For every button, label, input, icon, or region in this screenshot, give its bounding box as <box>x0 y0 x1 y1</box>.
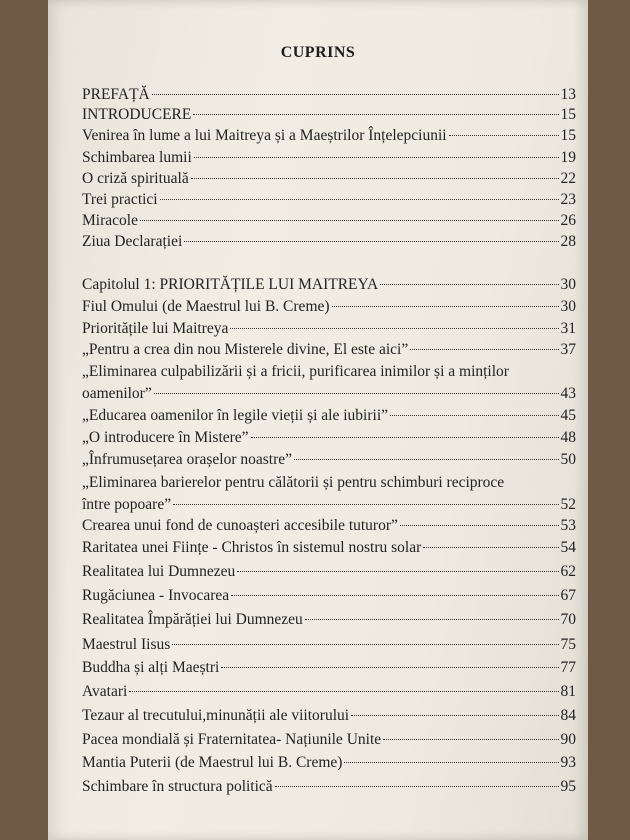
toc-entry-page: 67 <box>560 587 576 604</box>
toc-entry <box>82 361 576 405</box>
toc-entry-page: 48 <box>560 429 576 446</box>
toc-entry <box>82 561 576 583</box>
toc-entry-page: 13 <box>560 86 576 103</box>
dot-leader <box>231 595 558 596</box>
dot-leader <box>194 157 559 158</box>
dot-leader <box>193 114 558 115</box>
dot-leader <box>129 691 558 692</box>
toc-entry-title: Raritatea unei Ființe - Christos în sistemul nostru solar <box>82 539 422 556</box>
toc-entry-title: „Educarea oamenilor în legile vieții și ale iubirii” <box>82 407 389 424</box>
toc-entry-title: INTRODUCERE <box>82 106 192 123</box>
toc-entry-title: Venirea în lume a lui Maitreya și a Maeștrilor Înțelepciunii <box>82 127 447 144</box>
dot-leader <box>294 459 559 460</box>
dot-leader <box>400 525 559 526</box>
toc-entry-page: 31 <box>560 320 576 337</box>
dot-leader <box>184 241 558 242</box>
dot-leader <box>237 571 558 572</box>
toc-entry-title: „Înfrumusețarea orașelor noastre” <box>82 451 292 468</box>
toc-entry-title: Rugăciunea - Invocarea <box>82 587 230 604</box>
toc-entry <box>82 705 576 727</box>
toc-entry-title: „Eliminarea barierelor pentru călătorii și pentru schimburi reciproce <box>82 474 505 491</box>
toc-entry <box>82 296 576 318</box>
dot-leader <box>351 715 558 716</box>
dot-leader <box>152 94 559 95</box>
dot-leader <box>191 178 559 179</box>
dot-leader <box>383 739 558 740</box>
toc-entry-page: 81 <box>560 683 576 700</box>
toc-entry <box>82 776 576 798</box>
toc-entry-page: 50 <box>560 451 576 468</box>
dot-leader <box>423 547 558 548</box>
toc-entry <box>82 657 576 679</box>
toc-entry <box>82 147 576 169</box>
toc-entry-page: 30 <box>560 276 576 293</box>
toc-entry <box>82 681 576 703</box>
toc-entry <box>82 168 576 190</box>
toc-entry <box>82 189 576 211</box>
toc-entry-page: 70 <box>560 611 576 628</box>
toc-entry <box>82 339 576 361</box>
toc-entry-title: Prioritățile lui Maitreya <box>82 320 229 337</box>
toc-entry-title: Mantia Puterii (de Maestrul lui B. Creme) <box>82 754 343 771</box>
toc-entry-page: 52 <box>560 496 576 513</box>
toc-entry-title: Buddha și alți Maeștri <box>82 659 220 676</box>
toc-entry <box>82 318 576 340</box>
toc-entry-page: 54 <box>560 539 576 556</box>
toc-entry <box>82 585 576 607</box>
toc-entry-title: Schimbare în structura politică <box>82 778 273 795</box>
dot-leader <box>275 786 559 787</box>
toc-entry-page: 95 <box>560 778 576 795</box>
toc-entry <box>82 104 576 126</box>
toc-entry-title: Crearea unui fond de cunoașteri accesibile tuturor” <box>82 517 398 534</box>
dot-leader <box>221 667 558 668</box>
toc-entry-title: Ziua Declarației <box>82 233 183 250</box>
toc-entry <box>82 449 576 471</box>
dot-leader <box>344 762 558 763</box>
toc-entry-title: PREFAȚĂ <box>82 86 150 103</box>
toc-entry-page: 15 <box>560 127 576 144</box>
toc-entry <box>82 427 576 449</box>
toc-entry-page: 30 <box>560 298 576 315</box>
book-page <box>48 0 588 840</box>
toc-entry <box>82 609 576 631</box>
toc-entry <box>82 274 576 296</box>
dot-leader <box>160 199 559 200</box>
toc-entry <box>82 405 576 427</box>
dot-leader <box>332 306 559 307</box>
toc-entry-title: „Eliminarea culpabilizării și a fricii, purificarea inimilor și a minților <box>82 363 509 380</box>
dot-leader <box>154 393 559 394</box>
toc-entry-title-continued: oamenilor” <box>82 385 152 402</box>
toc-entry <box>82 515 576 537</box>
toc-entry-title: Tezaur al trecutului,minunății ale viitorului <box>82 707 350 724</box>
toc-entry <box>82 231 576 253</box>
toc-entry-page: 26 <box>560 212 576 229</box>
dot-leader <box>410 349 558 350</box>
toc-entry-page: 53 <box>560 517 576 534</box>
toc-entry-page: 19 <box>560 149 576 166</box>
toc-entry-title: Pacea mondială și Fraternitatea- Națiunile Unite <box>82 731 382 748</box>
toc-entry-page: 62 <box>560 563 576 580</box>
toc-entry-page: 28 <box>560 233 576 250</box>
toc-entry-page: 37 <box>560 341 576 358</box>
toc-entry-title: Schimbarea lumii <box>82 149 192 166</box>
toc-entry-title: „Pentru a crea din nou Misterele divine, El este aici” <box>82 341 409 358</box>
dot-leader <box>251 437 559 438</box>
toc-entry-title: „O introducere în Mistere” <box>82 429 249 446</box>
toc-entry-title: Avatari <box>82 683 128 700</box>
toc-entry-page: 43 <box>560 385 576 402</box>
dot-leader <box>172 644 558 645</box>
toc-entry-page: 23 <box>560 191 576 208</box>
toc-entry <box>82 125 576 147</box>
toc-entry-page: 75 <box>560 636 576 653</box>
toc-entry <box>82 537 576 559</box>
toc-entry <box>82 472 576 516</box>
toc-entry-title: Maestrul Iisus <box>82 636 171 653</box>
toc-entry-page: 93 <box>560 754 576 771</box>
toc-entry-page: 22 <box>560 170 576 187</box>
dot-leader <box>140 220 559 221</box>
toc-entry <box>82 752 576 774</box>
toc-entry-title-continued: între popoare” <box>82 496 172 513</box>
dot-leader <box>230 328 558 329</box>
toc-entry <box>82 210 576 232</box>
toc-entry-title: Capitolul 1: PRIORITĂȚILE LUI MAITREYA <box>82 276 379 293</box>
toc-entry-title: Fiul Omului (de Maestrul lui B. Creme) <box>82 298 330 315</box>
toc-entry <box>82 729 576 751</box>
toc-entry-title: Miracole <box>82 212 138 229</box>
toc-entry-title: O criză spirituală <box>82 170 189 187</box>
toc-entry-page: 90 <box>560 731 576 748</box>
toc-entry-page: 45 <box>560 407 576 424</box>
toc-entry-page: 77 <box>560 659 576 676</box>
dot-leader <box>305 619 559 620</box>
page-title: CUPRINS <box>280 44 356 61</box>
toc-entry <box>82 84 576 106</box>
toc-entry-title: Trei practici <box>82 191 158 208</box>
toc-entry-title: Realitatea lui Dumnezeu <box>82 563 236 580</box>
dot-leader <box>449 135 559 136</box>
toc-entry-page: 84 <box>560 707 576 724</box>
dot-leader <box>173 504 558 505</box>
dot-leader <box>380 284 558 285</box>
toc-entry-page: 15 <box>560 106 576 123</box>
toc-entry-title: Realitatea Împărăției lui Dumnezeu <box>82 611 303 628</box>
toc-entry <box>82 634 576 656</box>
dot-leader <box>390 415 558 416</box>
